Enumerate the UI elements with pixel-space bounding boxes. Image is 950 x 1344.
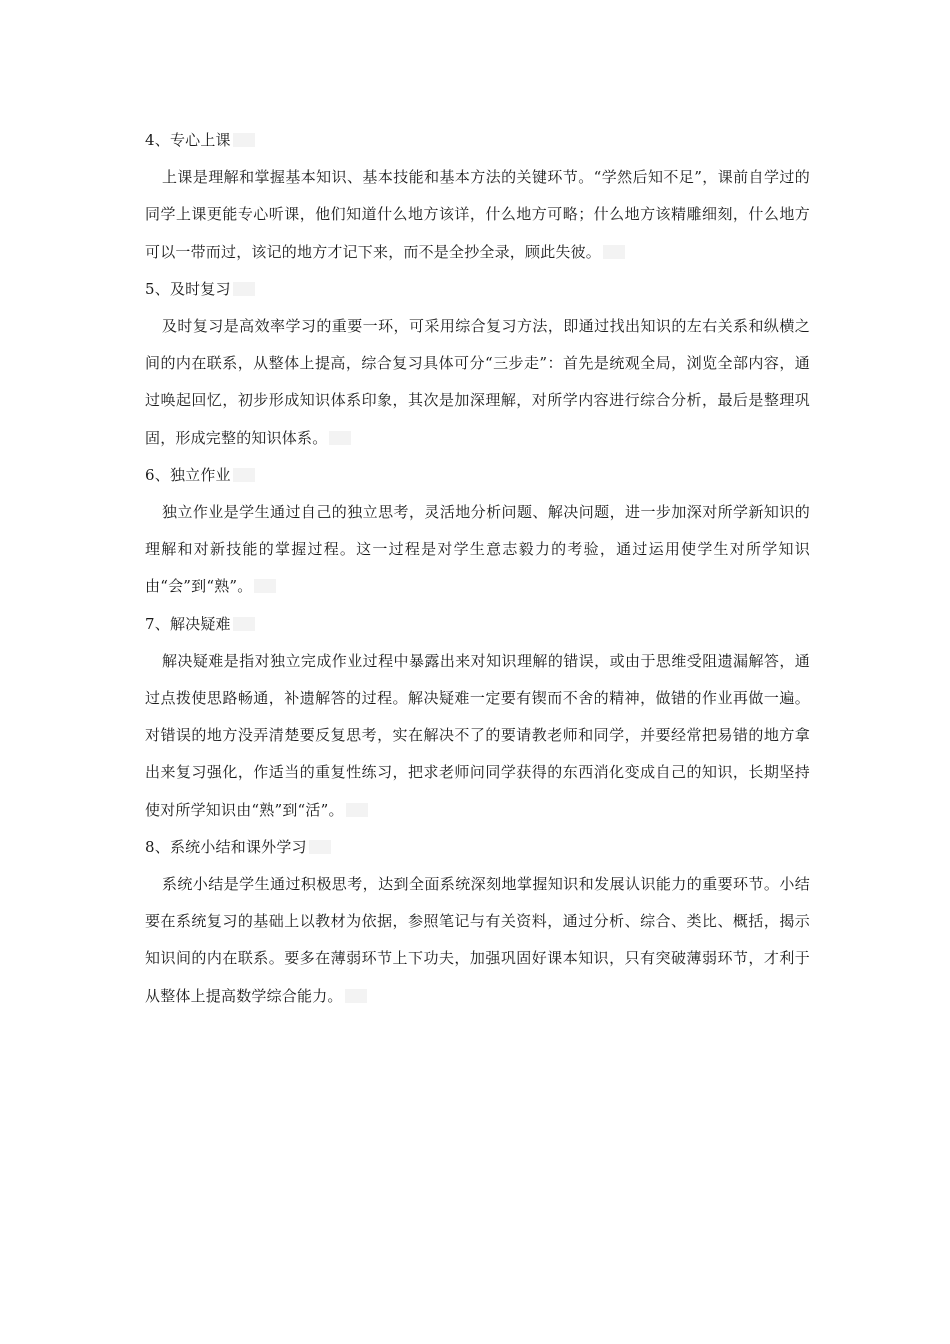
document-body xyxy=(145,122,810,1015)
section-paragraph: 及时复习是高效率学习的重要一环，可采用综合复习方法，即通过找出知识的左右关系和纵横之间的内在联系，从整体上提高，综合复习具体可分“三步走”：首先是统观全局，浏览全部内容，通过唤起回忆，初步形成知识体系印象，其次是加深理解，对所学内容进行综合分析，最后是整理巩固，形成完整的知识体系。 xyxy=(145,317,810,447)
paragraph-end-mark xyxy=(309,840,331,854)
paragraph-end-mark xyxy=(233,617,255,631)
paragraph-end-mark xyxy=(233,468,255,482)
paragraph-end-mark xyxy=(254,579,276,593)
paragraph-end-mark xyxy=(329,431,351,445)
section-heading: 6、独立作业 xyxy=(145,457,810,494)
section-paragraph: 系统小结是学生通过积极思考，达到全面系统深刻地掌握知识和发展认识能力的重要环节。小结要在系统复习的基础上以教材为依据，参照笔记与有关资料，通过分析、综合、类比、概括，揭示知识间的内在联系。要多在薄弱环节上下功夫，加强巩固好课本知识，只有突破薄弱环节，才利于从整体上提高数学综合能力。 xyxy=(145,875,810,1005)
paragraph-end-mark xyxy=(233,133,255,147)
paragraph-end-mark xyxy=(603,245,625,259)
section-heading: 4、专心上课 xyxy=(145,122,810,159)
section-heading: 5、及时复习 xyxy=(145,271,810,308)
paragraph-end-mark xyxy=(346,803,368,817)
paragraph-end-mark xyxy=(233,282,255,296)
section-heading: 8、系统小结和课外学习 xyxy=(145,829,810,866)
section-paragraph: 解决疑难是指对独立完成作业过程中暴露出来对知识理解的错误，或由于思维受阻遗漏解答，通过点拨使思路畅通，补遗解答的过程。解决疑难一定要有锲而不舍的精神，做错的作业再做一遍。对错误的地方没弄清楚要反复思考，实在解决不了的要请教老师和同学，并要经常把易错的地方拿出来复习强化，作适当的重复性练习，把求老师问同学获得的东西消化变成自己的知识，长期坚持使对所学知识由“熟”到“活”。 xyxy=(145,651,810,819)
section-paragraph: 上课是理解和掌握基本知识、基本技能和基本方法的关键环节。“学然后知不足”，课前自学过的同学上课更能专心听课，他们知道什么地方该详，什么地方可略；什么地方该精雕细刻，什么地方可以一带而过，该记的地方才记下来，而不是全抄全录，顾此失彼。 xyxy=(145,168,810,261)
section-paragraph: 独立作业是学生通过自己的独立思考，灵活地分析问题、解决问题，进一步加深对所学新知识的理解和对新技能的掌握过程。这一过程是对学生意志毅力的考验，通过运用使学生对所学知识由“会”到“熟”。 xyxy=(145,503,810,596)
section-heading: 7、解决疑难 xyxy=(145,606,810,643)
paragraph-end-mark xyxy=(345,989,367,1003)
